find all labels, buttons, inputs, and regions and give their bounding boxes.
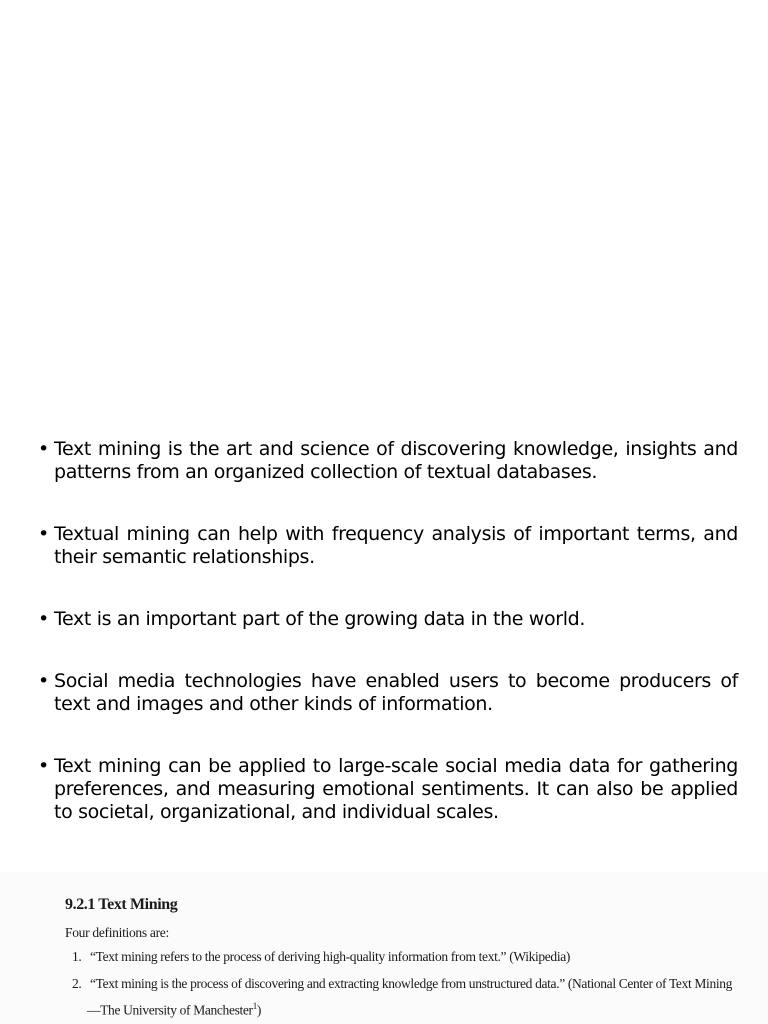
bullet-text: Textual mining can help with frequency analysis of important terms, and their semantic relationships. [54,523,738,568]
bullet-marker: • [38,670,49,692]
definition-continuation [87,1001,261,1019]
definition-number: 1. [72,949,82,964]
definition-item [72,949,570,965]
bullet-list [38,438,738,863]
definition-item [72,976,732,992]
excerpt-intro: Four definitions are: [65,925,169,940]
footnote-marker: 1 [252,1001,257,1011]
bullet-text: Social media technologies have enabled users to become producers of text and images and other kinds of information. [54,670,738,715]
bullet-item [38,755,738,824]
bullet-text: Text mining can be applied to large-scale social media data for gathering preferences, and measuring emotional sentiments. It can also be applied to societal, organizational, and individual scales. [54,755,738,823]
definition-text: “Text mining refers to the process of deriving high-quality information from text.” (Wikipedia) [90,949,571,964]
bullet-item [38,670,738,716]
definition-number: 2. [72,976,82,991]
book-excerpt-image [0,872,768,1024]
bullet-text: Text mining is the art and science of discovering knowledge, insights and patterns from an organized collection of textual databases. [54,438,738,483]
bullet-item [38,523,738,569]
bullet-item [38,608,738,631]
excerpt-heading: 9.2.1 Text Mining [65,896,178,913]
definition-continuation-text: —The University of Manchester [87,1002,253,1018]
bullet-marker: • [38,523,49,545]
definition-closing: ) [256,1002,261,1018]
definition-text: “Text mining is the process of discovering and extracting knowledge from unstructured data.” (National Center of Text Mining [90,976,733,991]
bullet-marker: • [38,438,49,460]
bullet-marker: • [38,608,49,630]
bullet-text: Text is an important part of the growing data in the world. [54,608,586,630]
bullet-item [38,438,738,484]
bullet-marker: • [38,755,49,777]
